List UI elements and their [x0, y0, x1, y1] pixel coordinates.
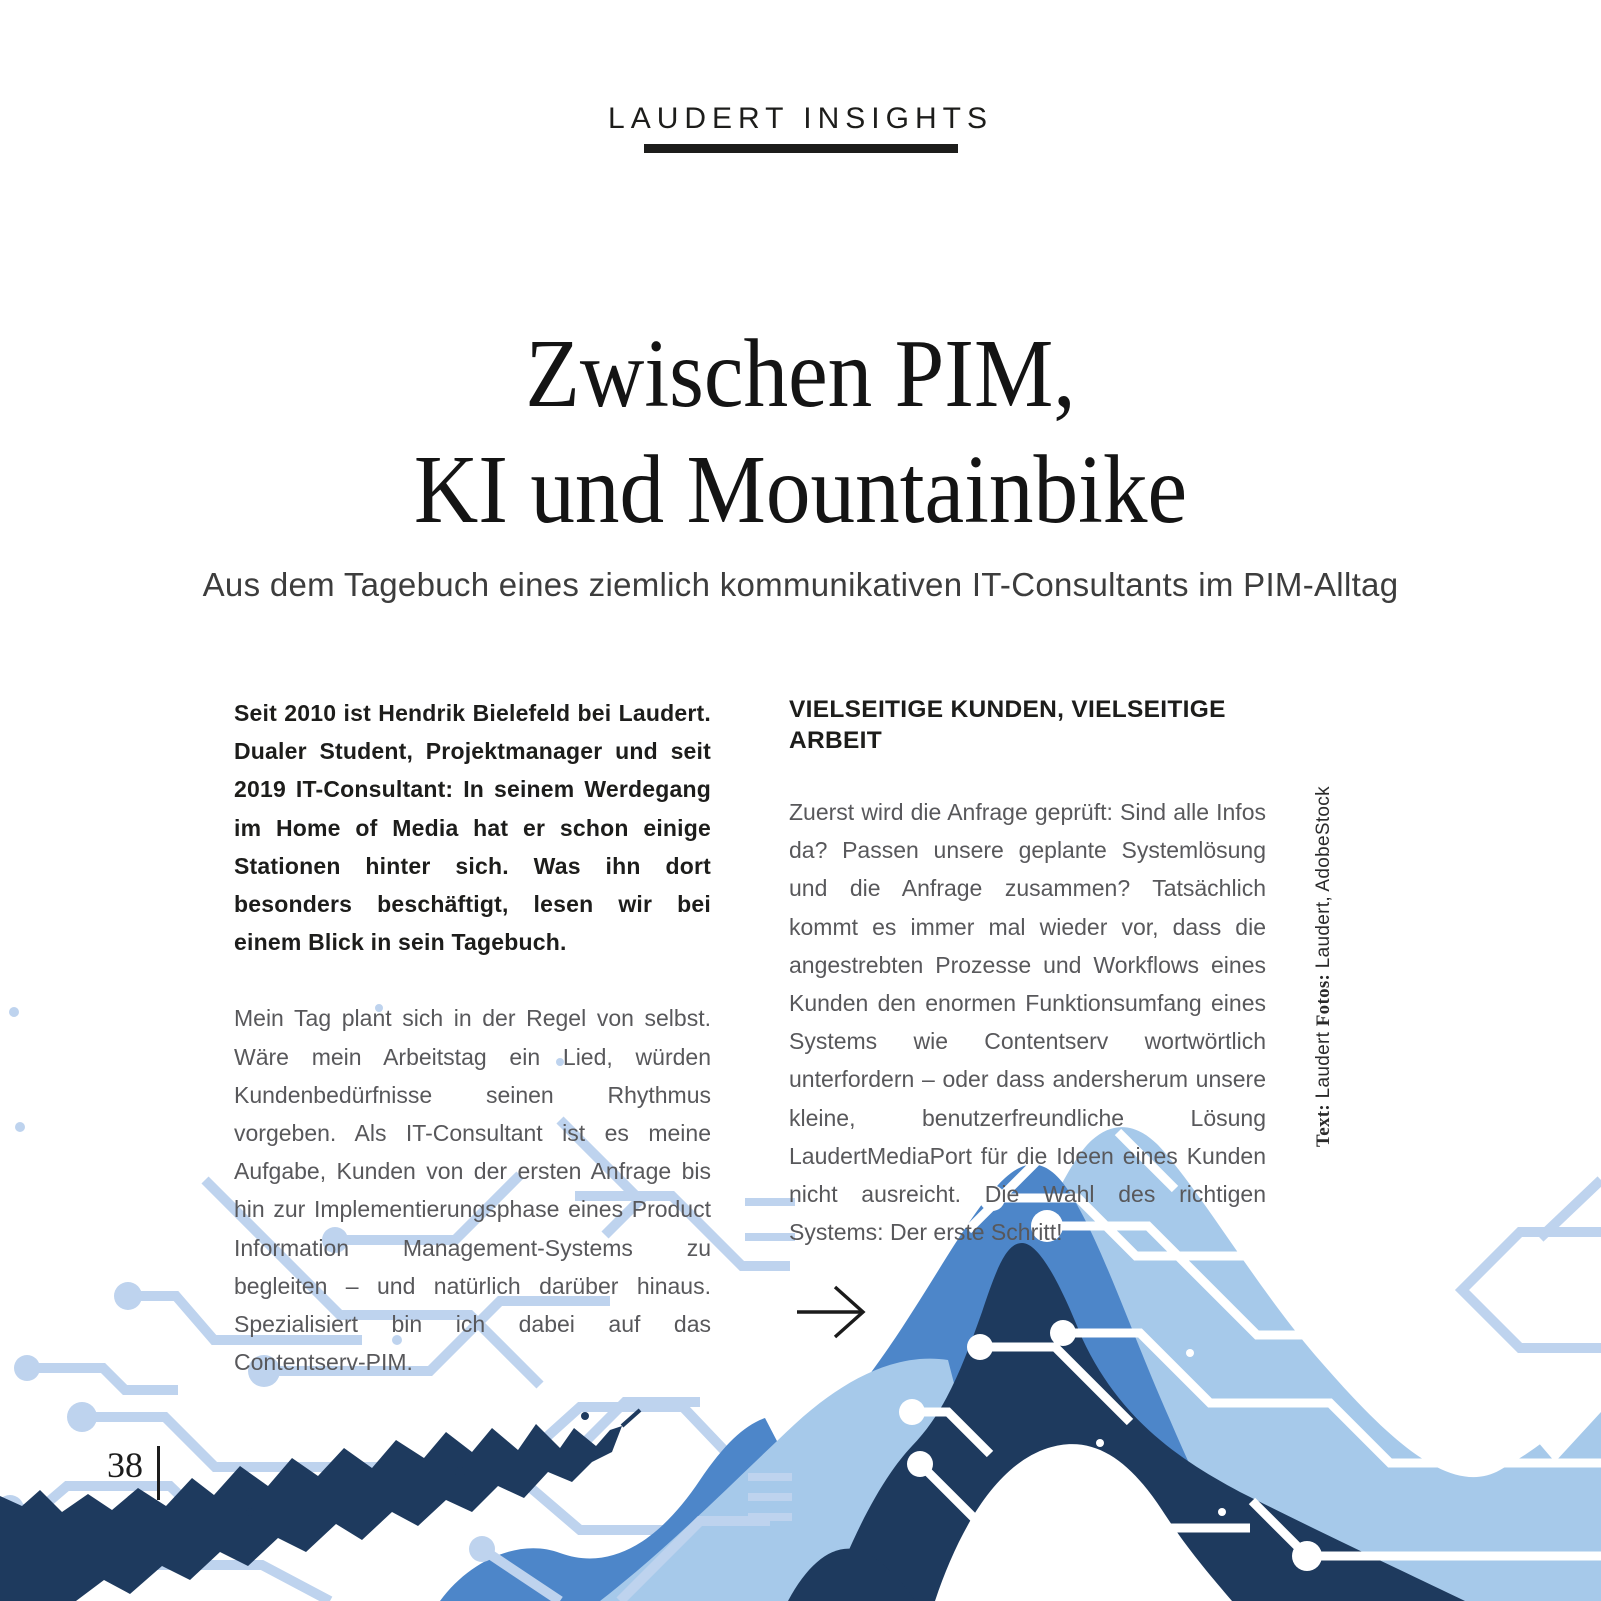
- arrow-right-icon: [795, 1283, 871, 1341]
- page-number-value: 38: [107, 1445, 143, 1485]
- section-heading: VIELSEITIGE KUNDEN, VIELSEITIGE ARBEIT: [789, 696, 1226, 754]
- page-number: [107, 1444, 160, 1500]
- article-columns: [234, 694, 1266, 1381]
- continue-arrow: [795, 1283, 1266, 1346]
- intro-paragraph-bold: Seit 2010 ist Hendrik Bielefeld bei Laudert. Dualer Student, Projektmanager und seit 2019 IT-Consultant: In seinem Werdegang im Home of Media hat er schon einige Stationen hinter sich. Was ihn dort besonders beschäftigt, lesen wir bei einem Blick in sein Tagebuch.: [234, 700, 711, 956]
- article-column-left: [234, 694, 711, 1381]
- credits-text-label: Text:: [1313, 1103, 1334, 1147]
- page-title-line-1: Zwischen PIM,: [525, 320, 1076, 427]
- page-subtitle: Aus dem Tagebuch eines ziemlich kommunikativen IT-Consultants im PIM-Alltag: [202, 566, 1399, 603]
- credits-vertical: [1313, 786, 1335, 1147]
- page-number-divider: [157, 1446, 160, 1500]
- intro-paragraph-body: Mein Tag plant sich in der Regel von selbst. Wäre mein Arbeitstag ein Lied, würden Kundenbedürfnisse seinen Rhythmus vorgeben. Als IT-Consultant ist es meine Aufgabe, Kunden von der ersten Anfrage bis hin zur Implementierungsphase eines Product Information Management-Systems zu begleiten – und natürlich darüber hinaus. Spezialisiert bin ich dabei auf das Contentserv-PIM.: [234, 1005, 711, 1376]
- article-column-right: [789, 694, 1266, 1381]
- credits-photos-value: Laudert, AdobeStock: [1313, 786, 1334, 974]
- page-title: [0, 316, 1601, 549]
- kicker: LAUDERT INSIGHTS: [608, 102, 993, 135]
- credits-photos-label: Fotos:: [1313, 973, 1334, 1027]
- section-paragraph: Zuerst wird die Anfrage geprüft: Sind alle Infos da? Passen unsere geplante Systemlösung und die Anfrage zusammen? Tatsächlich kommt es immer mal wieder vor, dass die angestrebten Prozesse und Workflows eines Kunden den enormen Funktionsumfang eines Systems wie Contentserv wortwörtlich unterfordern – oder dass andersherum unsere kleine, benutzerfreundliche Lösung LaudertMediaPort für die Ideen eines Kunden nicht ausreicht. Die Wahl des richtigen Systems: Der erste Schritt!: [789, 799, 1266, 1246]
- kicker-rule: [644, 144, 958, 153]
- credits-text-value: Laudert: [1313, 1026, 1334, 1104]
- page-title-line-2: KI und Mountainbike: [413, 436, 1188, 544]
